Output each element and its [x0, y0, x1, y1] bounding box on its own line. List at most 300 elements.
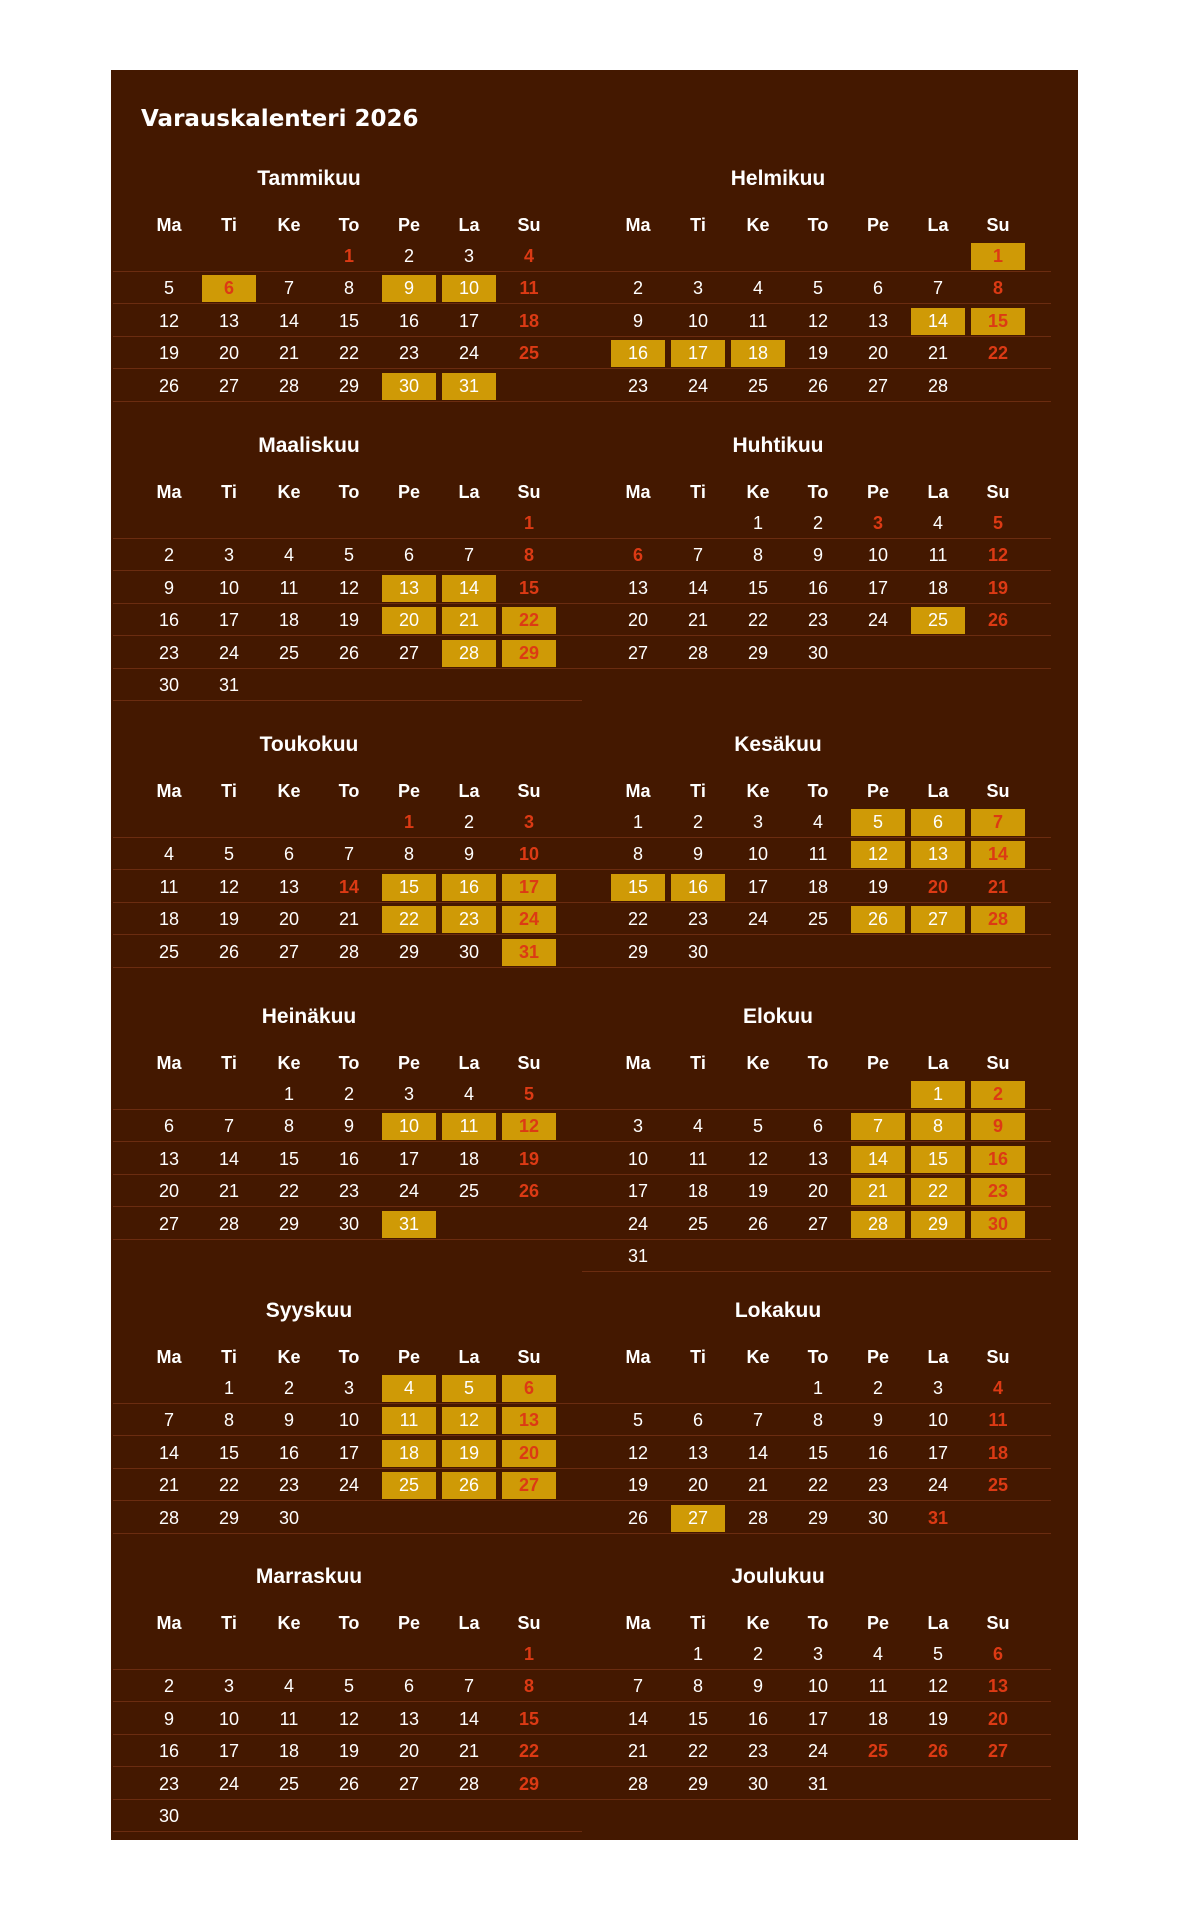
calendar-day[interactable]: 26 [987, 610, 1009, 631]
reserved-day[interactable]: 2 [971, 1081, 1025, 1108]
calendar-day[interactable]: 28 [458, 1773, 480, 1794]
calendar-day[interactable]: 17 [398, 1148, 420, 1169]
calendar-day[interactable]: 8 [223, 1410, 234, 1431]
calendar-day[interactable]: 27 [398, 642, 420, 663]
calendar-day[interactable]: 25 [747, 375, 769, 396]
calendar-day[interactable]: 14 [338, 876, 360, 897]
calendar-day[interactable]: 5 [992, 513, 1003, 533]
calendar-day[interactable]: 10 [218, 1708, 240, 1729]
calendar-day[interactable]: 27 [158, 1213, 180, 1234]
calendar-day[interactable]: 19 [747, 1181, 769, 1202]
calendar-day[interactable]: 21 [927, 343, 949, 364]
calendar-day[interactable]: 6 [283, 844, 294, 865]
calendar-day[interactable]: 16 [747, 1708, 769, 1729]
calendar-day[interactable]: 20 [218, 343, 240, 364]
calendar-day[interactable]: 7 [343, 844, 354, 865]
calendar-day[interactable]: 23 [867, 1475, 889, 1496]
calendar-day[interactable]: 19 [927, 1708, 949, 1729]
calendar-day[interactable]: 21 [278, 343, 300, 364]
calendar-day[interactable]: 6 [692, 1410, 703, 1431]
reserved-day[interactable]: 14 [971, 841, 1025, 868]
reserved-day[interactable]: 23 [971, 1178, 1025, 1205]
calendar-day[interactable]: 12 [987, 545, 1009, 566]
calendar-day[interactable]: 15 [518, 577, 540, 598]
calendar-day[interactable]: 29 [807, 1507, 829, 1528]
calendar-day[interactable]: 12 [338, 1708, 360, 1729]
calendar-day[interactable]: 16 [867, 1442, 889, 1463]
calendar-day[interactable]: 4 [463, 1084, 474, 1104]
calendar-day[interactable]: 24 [338, 1475, 360, 1496]
calendar-day[interactable]: 20 [398, 1741, 420, 1762]
calendar-day[interactable]: 18 [158, 909, 180, 930]
reserved-day[interactable]: 18 [382, 1440, 436, 1467]
calendar-day[interactable]: 25 [687, 1213, 709, 1234]
calendar-day[interactable]: 28 [218, 1213, 240, 1234]
calendar-day[interactable]: 18 [927, 577, 949, 598]
calendar-day[interactable]: 27 [278, 941, 300, 962]
calendar-day[interactable]: 6 [403, 1676, 414, 1697]
calendar-day[interactable]: 26 [518, 1181, 540, 1202]
calendar-day[interactable]: 10 [687, 310, 709, 331]
calendar-day[interactable]: 11 [748, 310, 768, 331]
reserved-day[interactable]: 10 [382, 1113, 436, 1140]
reserved-day[interactable]: 31 [442, 373, 496, 400]
calendar-day[interactable]: 22 [218, 1475, 240, 1496]
calendar-day[interactable]: 24 [867, 610, 889, 631]
calendar-day[interactable]: 3 [223, 1676, 234, 1697]
calendar-day[interactable]: 6 [403, 545, 414, 566]
calendar-day[interactable]: 5 [223, 844, 234, 865]
calendar-day[interactable]: 3 [932, 1378, 943, 1398]
calendar-day[interactable]: 8 [523, 1676, 534, 1697]
calendar-day[interactable]: 13 [807, 1148, 829, 1169]
calendar-day[interactable]: 15 [518, 1708, 540, 1729]
calendar-day[interactable]: 7 [692, 545, 703, 566]
calendar-day[interactable]: 5 [343, 545, 354, 566]
reserved-day[interactable]: 4 [382, 1375, 436, 1402]
calendar-day[interactable]: 9 [463, 844, 474, 865]
calendar-day[interactable]: 11 [808, 844, 828, 865]
calendar-day[interactable]: 27 [807, 1213, 829, 1234]
calendar-day[interactable]: 5 [343, 1676, 354, 1697]
calendar-day[interactable]: 13 [398, 1708, 420, 1729]
calendar-day[interactable]: 26 [338, 1773, 360, 1794]
calendar-day[interactable]: 30 [458, 941, 480, 962]
reserved-day[interactable]: 14 [442, 575, 496, 602]
calendar-day[interactable]: 7 [283, 278, 294, 299]
reserved-day[interactable]: 14 [911, 308, 965, 335]
reserved-day[interactable]: 9 [382, 275, 436, 302]
calendar-day[interactable]: 6 [872, 278, 883, 299]
calendar-day[interactable]: 5 [812, 278, 823, 299]
calendar-day[interactable]: 22 [807, 1475, 829, 1496]
reserved-day[interactable]: 8 [911, 1113, 965, 1140]
calendar-day[interactable]: 12 [627, 1442, 649, 1463]
calendar-day[interactable]: 31 [218, 675, 240, 695]
calendar-day[interactable]: 30 [158, 1806, 180, 1826]
reserved-day[interactable]: 19 [442, 1440, 496, 1467]
calendar-day[interactable]: 21 [338, 909, 360, 930]
calendar-day[interactable]: 26 [338, 642, 360, 663]
reserved-day[interactable]: 28 [971, 906, 1025, 933]
calendar-day[interactable]: 4 [523, 246, 534, 266]
reserved-day[interactable]: 27 [911, 906, 965, 933]
reserved-day[interactable]: 20 [502, 1440, 556, 1467]
calendar-day[interactable]: 25 [278, 1773, 300, 1794]
calendar-day[interactable]: 17 [218, 610, 240, 631]
calendar-day[interactable]: 24 [218, 1773, 240, 1794]
calendar-day[interactable]: 20 [867, 343, 889, 364]
calendar-day[interactable]: 23 [687, 909, 709, 930]
calendar-day[interactable]: 20 [687, 1475, 709, 1496]
reserved-day[interactable]: 6 [911, 809, 965, 836]
calendar-day[interactable]: 5 [163, 278, 174, 299]
calendar-day[interactable]: 9 [283, 1410, 294, 1431]
calendar-day[interactable]: 2 [163, 1676, 174, 1697]
calendar-day[interactable]: 11 [688, 1148, 708, 1169]
calendar-day[interactable]: 8 [632, 844, 643, 865]
reserved-day[interactable]: 5 [442, 1375, 496, 1402]
calendar-day[interactable]: 20 [278, 909, 300, 930]
calendar-day[interactable]: 6 [632, 545, 643, 566]
calendar-day[interactable]: 4 [932, 513, 943, 533]
calendar-day[interactable]: 16 [158, 610, 180, 631]
calendar-day[interactable]: 17 [927, 1442, 949, 1463]
calendar-day[interactable]: 27 [218, 375, 240, 396]
calendar-day[interactable]: 28 [687, 642, 709, 663]
calendar-day[interactable]: 29 [338, 375, 360, 396]
calendar-day[interactable]: 28 [627, 1773, 649, 1794]
reserved-day[interactable]: 12 [851, 841, 905, 868]
calendar-day[interactable]: 4 [283, 1676, 294, 1697]
calendar-day[interactable]: 25 [807, 909, 829, 930]
calendar-day[interactable]: 3 [223, 545, 234, 566]
calendar-day[interactable]: 14 [458, 1708, 480, 1729]
reserved-day[interactable]: 30 [971, 1211, 1025, 1238]
reserved-day[interactable]: 12 [442, 1407, 496, 1434]
reserved-day[interactable]: 9 [971, 1113, 1025, 1140]
reserved-day[interactable]: 11 [442, 1113, 496, 1140]
reserved-day[interactable]: 15 [382, 874, 436, 901]
calendar-day[interactable]: 1 [523, 1644, 534, 1664]
reserved-day[interactable]: 16 [671, 874, 725, 901]
calendar-day[interactable]: 16 [398, 310, 420, 331]
calendar-day[interactable]: 4 [752, 278, 763, 299]
calendar-day[interactable]: 8 [523, 545, 534, 566]
calendar-day[interactable]: 26 [747, 1213, 769, 1234]
calendar-day[interactable]: 3 [343, 1378, 354, 1398]
calendar-day[interactable]: 18 [278, 1741, 300, 1762]
reserved-day[interactable]: 17 [671, 340, 725, 367]
calendar-day[interactable]: 5 [523, 1084, 534, 1104]
calendar-day[interactable]: 3 [523, 812, 534, 832]
calendar-day[interactable]: 25 [458, 1181, 480, 1202]
calendar-day[interactable]: 8 [403, 844, 414, 865]
calendar-day[interactable]: 7 [752, 1410, 763, 1431]
calendar-day[interactable]: 27 [987, 1741, 1009, 1762]
calendar-day[interactable]: 29 [278, 1213, 300, 1234]
reserved-day[interactable]: 5 [851, 809, 905, 836]
calendar-day[interactable]: 2 [872, 1378, 883, 1398]
calendar-day[interactable]: 2 [692, 812, 703, 832]
calendar-day[interactable]: 29 [747, 642, 769, 663]
calendar-day[interactable]: 9 [163, 577, 174, 598]
calendar-day[interactable]: 7 [163, 1410, 174, 1431]
calendar-day[interactable]: 28 [747, 1507, 769, 1528]
calendar-day[interactable]: 4 [163, 844, 174, 865]
calendar-day[interactable]: 11 [928, 545, 948, 566]
calendar-day[interactable]: 5 [932, 1644, 943, 1664]
calendar-day[interactable]: 2 [283, 1378, 294, 1398]
calendar-day[interactable]: 10 [747, 844, 769, 865]
reserved-day[interactable]: 7 [851, 1113, 905, 1140]
calendar-day[interactable]: 2 [812, 513, 823, 533]
calendar-day[interactable]: 25 [987, 1475, 1009, 1496]
calendar-day[interactable]: 17 [338, 1442, 360, 1463]
calendar-day[interactable]: 28 [338, 941, 360, 962]
reserved-day[interactable]: 29 [502, 640, 556, 667]
reserved-day[interactable]: 24 [502, 906, 556, 933]
reserved-day[interactable]: 28 [442, 640, 496, 667]
calendar-day[interactable]: 4 [812, 812, 823, 832]
reserved-day[interactable]: 14 [851, 1146, 905, 1173]
calendar-day[interactable]: 28 [158, 1507, 180, 1528]
calendar-day[interactable]: 23 [627, 375, 649, 396]
reserved-day[interactable]: 22 [382, 906, 436, 933]
calendar-day[interactable]: 20 [807, 1181, 829, 1202]
calendar-day[interactable]: 21 [627, 1741, 649, 1762]
calendar-day[interactable]: 1 [283, 1084, 294, 1104]
calendar-day[interactable]: 11 [279, 577, 299, 598]
calendar-day[interactable]: 6 [163, 1116, 174, 1137]
calendar-day[interactable]: 12 [807, 310, 829, 331]
reserved-day[interactable]: 26 [442, 1472, 496, 1499]
calendar-day[interactable]: 17 [218, 1741, 240, 1762]
calendar-day[interactable]: 19 [158, 343, 180, 364]
calendar-day[interactable]: 8 [812, 1410, 823, 1431]
reserved-day[interactable]: 16 [442, 874, 496, 901]
calendar-day[interactable]: 22 [518, 1741, 540, 1762]
calendar-day[interactable]: 18 [518, 310, 540, 331]
calendar-day[interactable]: 17 [627, 1181, 649, 1202]
calendar-day[interactable]: 1 [343, 246, 354, 266]
calendar-day[interactable]: 8 [752, 545, 763, 566]
calendar-day[interactable]: 24 [687, 375, 709, 396]
reserved-day[interactable]: 1 [971, 243, 1025, 270]
reserved-day[interactable]: 27 [502, 1472, 556, 1499]
calendar-day[interactable]: 27 [627, 642, 649, 663]
calendar-day[interactable]: 10 [518, 844, 540, 865]
calendar-day[interactable]: 15 [687, 1708, 709, 1729]
calendar-day[interactable]: 30 [867, 1507, 889, 1528]
calendar-day[interactable]: 12 [218, 876, 240, 897]
calendar-day[interactable]: 11 [279, 1708, 299, 1729]
calendar-day[interactable]: 30 [807, 642, 829, 663]
calendar-day[interactable]: 31 [627, 1246, 649, 1266]
calendar-day[interactable]: 22 [627, 909, 649, 930]
reserved-day[interactable]: 28 [851, 1211, 905, 1238]
calendar-day[interactable]: 29 [398, 941, 420, 962]
calendar-day[interactable]: 3 [872, 513, 883, 533]
calendar-day[interactable]: 14 [747, 1442, 769, 1463]
calendar-day[interactable]: 22 [687, 1741, 709, 1762]
calendar-day[interactable]: 17 [867, 577, 889, 598]
reserved-day[interactable]: 7 [971, 809, 1025, 836]
calendar-day[interactable]: 8 [343, 278, 354, 299]
calendar-day[interactable]: 5 [632, 1410, 643, 1431]
calendar-day[interactable]: 17 [458, 310, 480, 331]
calendar-day[interactable]: 19 [807, 343, 829, 364]
calendar-day[interactable]: 21 [687, 610, 709, 631]
calendar-day[interactable]: 29 [218, 1507, 240, 1528]
calendar-day[interactable]: 2 [463, 812, 474, 832]
calendar-day[interactable]: 19 [338, 1741, 360, 1762]
calendar-day[interactable]: 6 [812, 1116, 823, 1137]
calendar-day[interactable]: 4 [283, 545, 294, 566]
calendar-day[interactable]: 13 [627, 577, 649, 598]
reserved-day[interactable]: 22 [911, 1178, 965, 1205]
calendar-day[interactable]: 21 [218, 1181, 240, 1202]
calendar-day[interactable]: 11 [988, 1410, 1008, 1431]
calendar-day[interactable]: 16 [807, 577, 829, 598]
calendar-day[interactable]: 27 [867, 375, 889, 396]
calendar-day[interactable]: 1 [223, 1378, 234, 1398]
calendar-day[interactable]: 13 [218, 310, 240, 331]
calendar-day[interactable]: 15 [338, 310, 360, 331]
calendar-day[interactable]: 10 [627, 1148, 649, 1169]
calendar-day[interactable]: 7 [632, 1676, 643, 1697]
calendar-day[interactable]: 11 [868, 1676, 888, 1697]
calendar-day[interactable]: 10 [807, 1676, 829, 1697]
calendar-day[interactable]: 31 [927, 1507, 949, 1528]
reserved-day[interactable]: 31 [382, 1211, 436, 1238]
calendar-day[interactable]: 2 [163, 545, 174, 566]
reserved-day[interactable]: 25 [911, 607, 965, 634]
calendar-day[interactable]: 2 [632, 278, 643, 299]
calendar-day[interactable]: 13 [278, 876, 300, 897]
reserved-day[interactable]: 31 [502, 939, 556, 966]
calendar-day[interactable]: 22 [278, 1181, 300, 1202]
calendar-day[interactable]: 14 [687, 577, 709, 598]
calendar-day[interactable]: 9 [752, 1676, 763, 1697]
calendar-day[interactable]: 11 [159, 876, 179, 897]
calendar-day[interactable]: 22 [338, 343, 360, 364]
calendar-day[interactable]: 23 [278, 1475, 300, 1496]
calendar-day[interactable]: 22 [987, 343, 1009, 364]
calendar-day[interactable]: 3 [463, 246, 474, 266]
calendar-day[interactable]: 21 [987, 876, 1009, 897]
reserved-day[interactable]: 23 [442, 906, 496, 933]
calendar-day[interactable]: 24 [807, 1741, 829, 1762]
calendar-day[interactable]: 16 [338, 1148, 360, 1169]
calendar-day[interactable]: 23 [747, 1741, 769, 1762]
calendar-day[interactable]: 9 [692, 844, 703, 865]
calendar-day[interactable]: 20 [927, 876, 949, 897]
calendar-day[interactable]: 7 [463, 545, 474, 566]
calendar-day[interactable]: 3 [403, 1084, 414, 1104]
calendar-day[interactable]: 6 [992, 1644, 1003, 1664]
calendar-day[interactable]: 19 [518, 1148, 540, 1169]
calendar-day[interactable]: 26 [218, 941, 240, 962]
reserved-day[interactable]: 13 [911, 841, 965, 868]
calendar-day[interactable]: 18 [278, 610, 300, 631]
calendar-day[interactable]: 3 [752, 812, 763, 832]
reserved-day[interactable]: 1 [911, 1081, 965, 1108]
calendar-day[interactable]: 1 [812, 1378, 823, 1398]
calendar-day[interactable]: 25 [278, 642, 300, 663]
calendar-day[interactable]: 7 [932, 278, 943, 299]
calendar-day[interactable]: 20 [158, 1181, 180, 1202]
reserved-day[interactable]: 15 [911, 1146, 965, 1173]
calendar-day[interactable]: 2 [752, 1644, 763, 1664]
calendar-day[interactable]: 30 [747, 1773, 769, 1794]
calendar-day[interactable]: 23 [398, 343, 420, 364]
calendar-day[interactable]: 7 [463, 1676, 474, 1697]
calendar-day[interactable]: 23 [338, 1181, 360, 1202]
calendar-day[interactable]: 3 [632, 1116, 643, 1137]
reserved-day[interactable]: 21 [851, 1178, 905, 1205]
calendar-day[interactable]: 4 [992, 1378, 1003, 1398]
reserved-day[interactable]: 18 [731, 340, 785, 367]
calendar-day[interactable]: 21 [158, 1475, 180, 1496]
calendar-day[interactable]: 20 [627, 610, 649, 631]
calendar-day[interactable]: 4 [872, 1644, 883, 1664]
calendar-day[interactable]: 10 [338, 1410, 360, 1431]
calendar-day[interactable]: 14 [627, 1708, 649, 1729]
calendar-day[interactable]: 30 [687, 941, 709, 962]
reserved-day[interactable]: 26 [851, 906, 905, 933]
calendar-day[interactable]: 16 [278, 1442, 300, 1463]
calendar-day[interactable]: 23 [807, 610, 829, 631]
calendar-day[interactable]: 19 [627, 1475, 649, 1496]
calendar-day[interactable]: 25 [158, 941, 180, 962]
calendar-day[interactable]: 19 [218, 909, 240, 930]
calendar-day[interactable]: 14 [218, 1148, 240, 1169]
calendar-day[interactable]: 13 [158, 1148, 180, 1169]
calendar-day[interactable]: 26 [158, 375, 180, 396]
calendar-day[interactable]: 9 [343, 1116, 354, 1137]
calendar-day[interactable]: 9 [632, 310, 643, 331]
reserved-day[interactable]: 13 [502, 1407, 556, 1434]
calendar-day[interactable]: 9 [812, 545, 823, 566]
calendar-day[interactable]: 29 [687, 1773, 709, 1794]
reserved-day[interactable]: 6 [502, 1375, 556, 1402]
calendar-day[interactable]: 15 [747, 577, 769, 598]
calendar-day[interactable]: 28 [927, 375, 949, 396]
calendar-day[interactable]: 4 [692, 1116, 703, 1137]
calendar-day[interactable]: 31 [807, 1773, 829, 1794]
calendar-day[interactable]: 9 [163, 1708, 174, 1729]
calendar-day[interactable]: 25 [867, 1741, 889, 1762]
calendar-day[interactable]: 18 [867, 1708, 889, 1729]
calendar-day[interactable]: 26 [627, 1507, 649, 1528]
calendar-day[interactable]: 1 [692, 1644, 703, 1664]
calendar-day[interactable]: 24 [747, 909, 769, 930]
reserved-day[interactable]: 27 [671, 1505, 725, 1532]
calendar-day[interactable]: 15 [218, 1442, 240, 1463]
calendar-day[interactable]: 10 [927, 1410, 949, 1431]
calendar-day[interactable]: 22 [747, 610, 769, 631]
calendar-day[interactable]: 8 [283, 1116, 294, 1137]
calendar-day[interactable]: 1 [632, 812, 643, 832]
reserved-day[interactable]: 22 [502, 607, 556, 634]
calendar-day[interactable]: 17 [807, 1708, 829, 1729]
reserved-day[interactable]: 29 [911, 1211, 965, 1238]
calendar-day[interactable]: 24 [458, 343, 480, 364]
calendar-day[interactable]: 30 [278, 1507, 300, 1528]
calendar-day[interactable]: 1 [523, 513, 534, 533]
calendar-day[interactable]: 15 [278, 1148, 300, 1169]
